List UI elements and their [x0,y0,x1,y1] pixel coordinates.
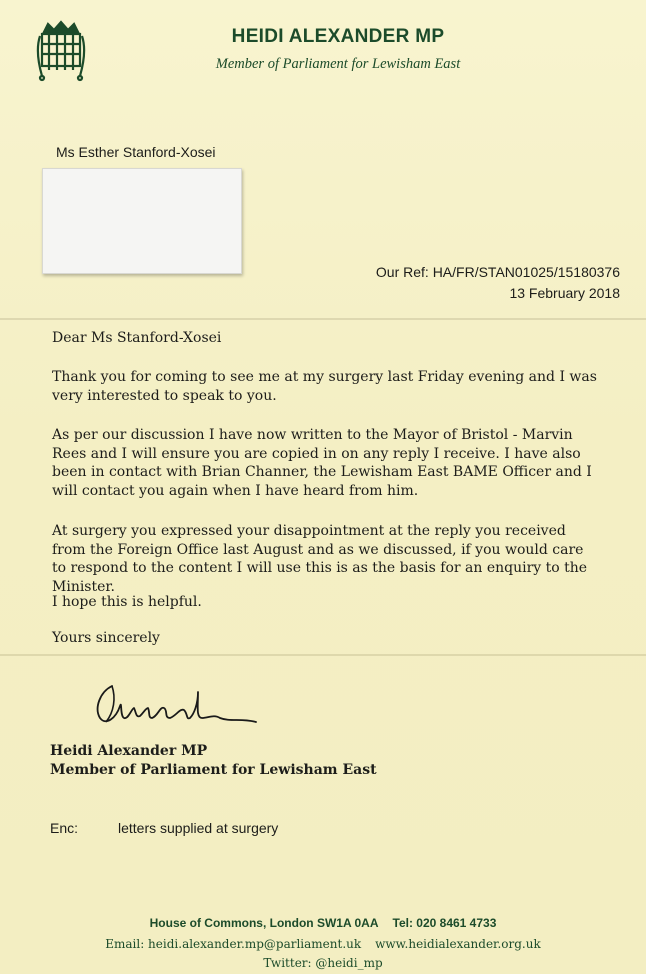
addressee-name: Ms Esther Stanford-Xosei [56,144,216,160]
reference-block [376,262,620,304]
paragraph: As per our discussion I have now written to the Mayor of Bristol - Marvin Rees and I will ensure you are copied in on any reply I receive. I have also been in contact with Brian Channer, the Lewisham East BAME Officer and I will contact you again when I have heard from him. [52,427,592,499]
our-reference: Our Ref: HA/FR/STAN01025/15180376 [375,264,620,280]
paragraph: At surgery you expressed your disappointment at the reply you received from the Foreign Office last August and as we discussed, if you would care to respond to the content I will use this is as the basis for an enquiry to the Minister. [52,523,588,595]
footer-address: House of Commons, London SW1A 0AA [149,916,379,930]
footer-address-line [0,916,646,930]
footer-twitter: Twitter: @heidi_mp [263,956,383,970]
footer-tel: Tel: 020 8461 4733 [392,916,497,930]
letterhead-name: HEIDI ALEXANDER MP [231,26,445,47]
enclosure-text: letters supplied at surgery [118,820,279,836]
salutation: Dear Ms Stanford-Xosei [52,330,222,346]
signatory-title: Member of Parliament for Lewisham East [50,762,377,778]
closing: Yours sincerely [52,630,160,646]
fold-line [0,318,646,320]
fold-line [0,654,646,656]
footer-email: Email: heidi.alexander.mp@parliament.uk [105,937,362,951]
handwritten-signature [90,678,260,732]
letter-date: 13 February 2018 [509,285,620,301]
paragraph: I hope this is helpful. [52,594,202,610]
enclosure-label: Enc: [50,820,79,836]
paragraph: Thank you for coming to see me at my surgery last Friday evening and I was very interested to speak to you. [52,369,597,404]
signatory [50,742,377,780]
letterhead-subtitle: Member of Parliament for Lewisham East [215,56,461,72]
footer-contact-line [0,937,646,951]
footer-web: www.heidialexander.org.uk [375,937,541,951]
signatory-name: Heidi Alexander MP [50,743,208,759]
redaction-label [42,168,242,274]
